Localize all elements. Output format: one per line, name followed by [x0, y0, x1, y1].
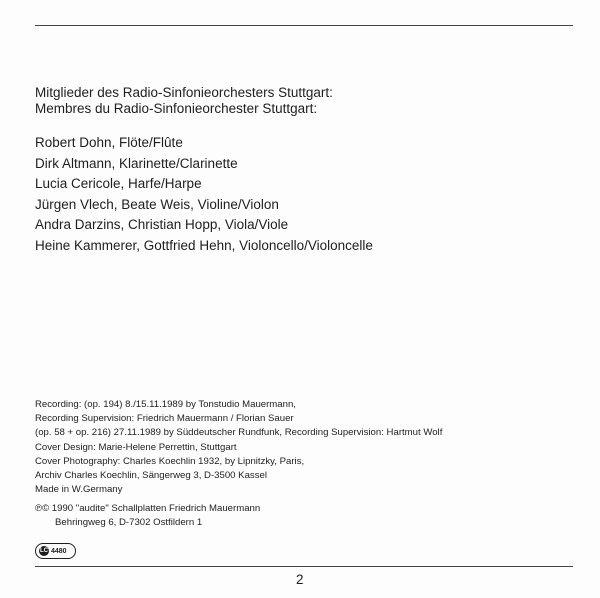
- top-rule: [35, 25, 573, 26]
- orchestra-heading: [35, 85, 333, 117]
- credit-line: Made in W.Germany: [35, 484, 123, 496]
- credit-line: Recording: (op. 194) 8./15.11.1989 by Tonstudio Mauermann,: [35, 399, 296, 410]
- credit-line: Cover Photography: Charles Koechlin 1932, by Lipnitzky, Paris,: [35, 455, 305, 467]
- page-number: 2: [296, 572, 304, 587]
- member-list: [35, 133, 373, 257]
- copyright-notice: [35, 502, 260, 530]
- credit-line: Archiv Charles Koechlin, Sängerweg 3, D-3500 Kassel: [35, 470, 267, 482]
- member-item: Robert Dohn, Flöte/Flûte: [35, 135, 183, 150]
- heading-line-french: Membres du Radio-Sinfonieorchester Stuttgart:: [35, 101, 318, 116]
- label-code-mark: LC: [40, 548, 48, 554]
- member-item: Lucia Cericole, Harfe/Harpe: [35, 176, 202, 192]
- heading-line-german: Mitglieder des Radio-Sinfonieorchesters Stuttgart:: [35, 85, 333, 100]
- member-item: Jürgen Vlech, Beate Weis, Violine/Violon: [35, 196, 279, 212]
- label-code-logo: [35, 543, 76, 559]
- member-item: Heine Kammerer, Gottfried Hehn, Violoncello/Violoncelle: [35, 237, 373, 253]
- credit-line: (op. 58 + op. 216) 27.11.1989 by Süddeutscher Rundfunk, Recording Supervision: Hartmut Wolf: [35, 427, 443, 439]
- production-credits: [35, 398, 442, 497]
- publisher-address: Behringweg 6, D-7302 Ostfildern 1: [55, 517, 203, 529]
- label-code-number: 4480: [51, 547, 67, 555]
- member-item: Andra Darzins, Christian Hopp, Viola/Viole: [35, 217, 289, 233]
- member-item: Dirk Altmann, Klarinette/Clarinette: [35, 155, 238, 171]
- credit-line: Recording Supervision: Friedrich Mauermann / Florian Sauer: [35, 413, 294, 425]
- copyright-line: ℗© 1990 "audite" Schallplatten Friedrich Mauermann: [35, 503, 261, 514]
- credit-line: Cover Design: Marie-Helene Perrettin, Stuttgart: [35, 441, 237, 453]
- bottom-rule: [35, 566, 573, 567]
